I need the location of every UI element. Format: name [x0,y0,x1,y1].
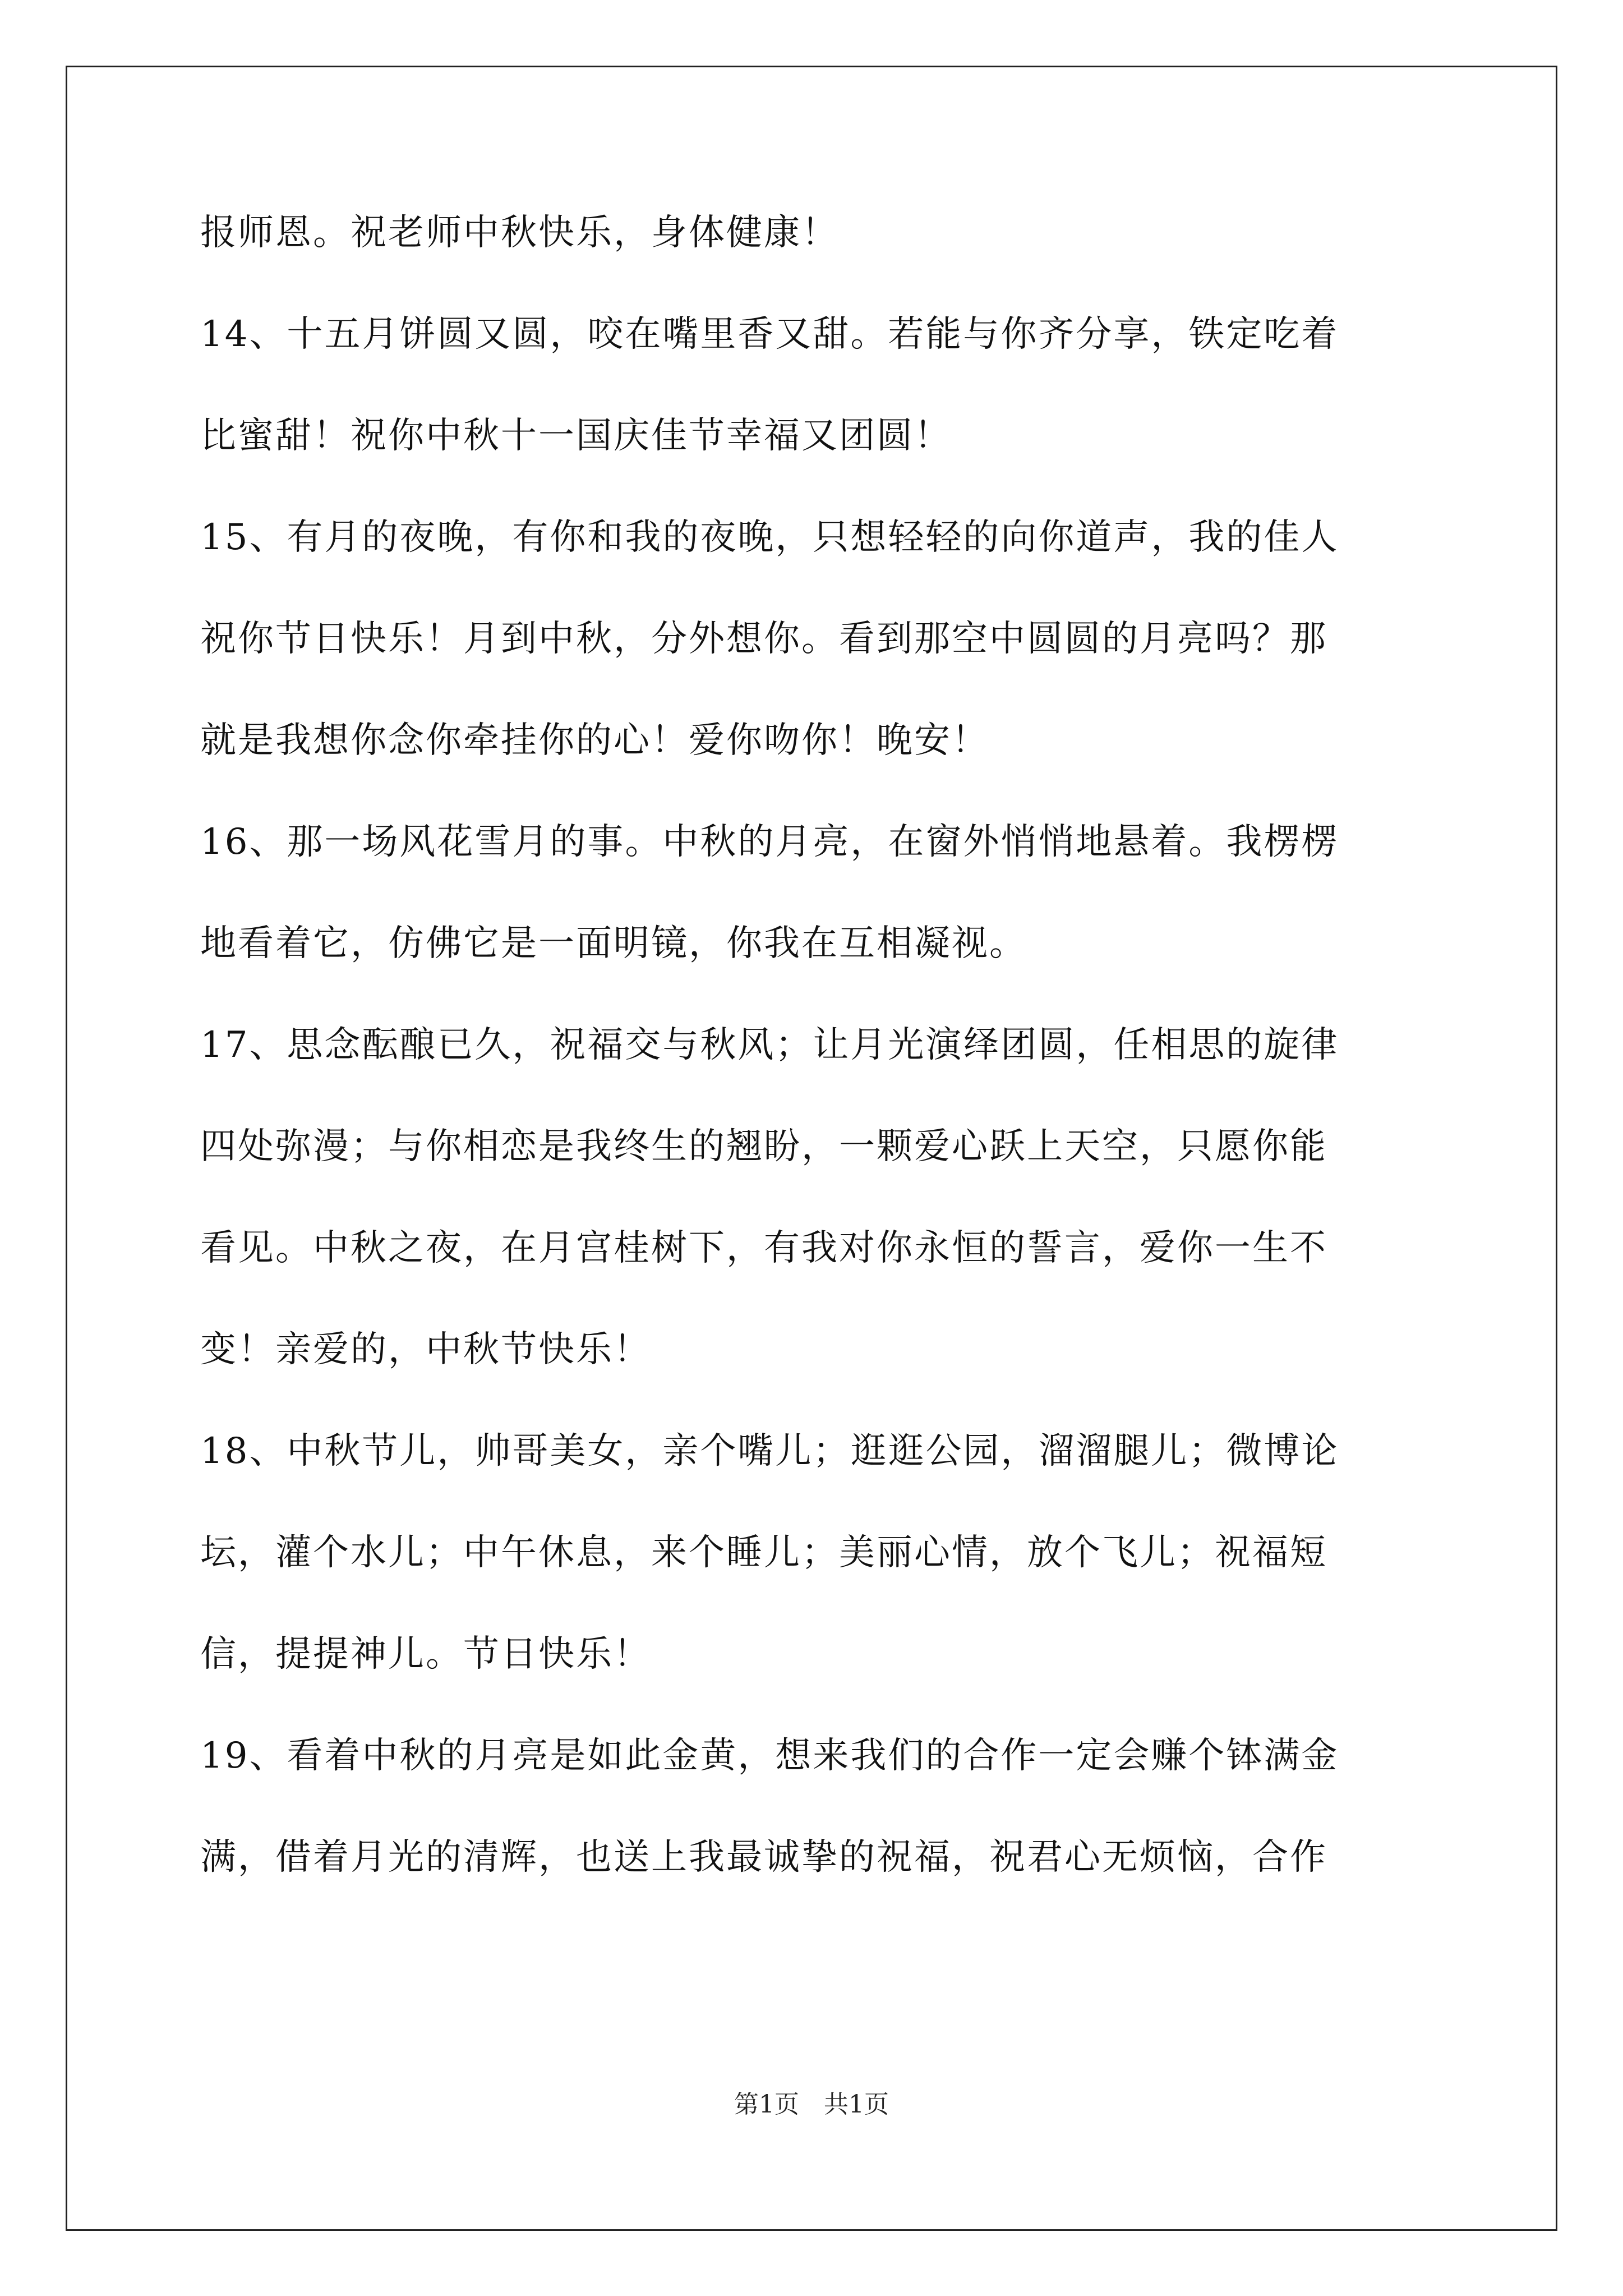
text-line-9: 17、思念酝酿已久，祝福交与秋风；让月光演绎团圆，任相思的旋律 [200,1024,1339,1066]
text-line-6: 就是我想你念你牵挂你的心！爱你吻你！晚安！ [200,720,989,761]
text-line-8: 地看着它，仿佛它是一面明镜，你我在互相凝视。 [200,923,1027,964]
text-line-11: 看见。中秋之夜，在月宫桂树下，有我对你永恒的誓言，爱你一生不 [200,1227,1327,1269]
text-line-10: 四处弥漫；与你相恋是我终生的翘盼，一颗爱心跃上天空，只愿你能 [200,1126,1327,1167]
page-footer: 第1页 共1页 [734,2090,889,2119]
text-line-2: 14、十五月饼圆又圆，咬在嘴里香又甜。若能与你齐分享，铁定吃着 [200,314,1339,355]
text-line-7: 16、那一场风花雪月的事。中秋的月亮，在窗外悄悄地悬着。我楞楞 [200,821,1339,863]
text-line-13: 18、中秋节儿，帅哥美女，亲个嘴儿；逛逛公园，溜溜腿儿；微博论 [200,1430,1339,1472]
text-line-1: 报师恩。祝老师中秋快乐，身体健康！ [200,212,839,254]
text-line-14: 坛，灌个水儿；中午休息，来个睡儿；美丽心情，放个飞儿；祝福短 [200,1532,1327,1573]
text-line-12: 变！亲爱的，中秋节快乐！ [200,1329,651,1370]
text-line-3: 比蜜甜！祝你中秋十一国庆佳节幸福又团圆！ [200,415,952,457]
text-line-4: 15、有月的夜晚，有你和我的夜晚，只想轻轻的向你道声，我的佳人 [200,517,1339,558]
text-line-15: 信，提提神儿。节日快乐！ [200,1634,651,1675]
text-line-5: 祝你节日快乐！月到中秋，分外想你。看到那空中圆圆的月亮吗？那 [200,618,1327,660]
text-line-16: 19、看着中秋的月亮是如此金黄，想来我们的合作一定会赚个钵满金 [200,1735,1339,1777]
text-line-17: 满，借着月光的清辉，也送上我最诚挚的祝福，祝君心无烦恼，合作 [200,1837,1327,1878]
